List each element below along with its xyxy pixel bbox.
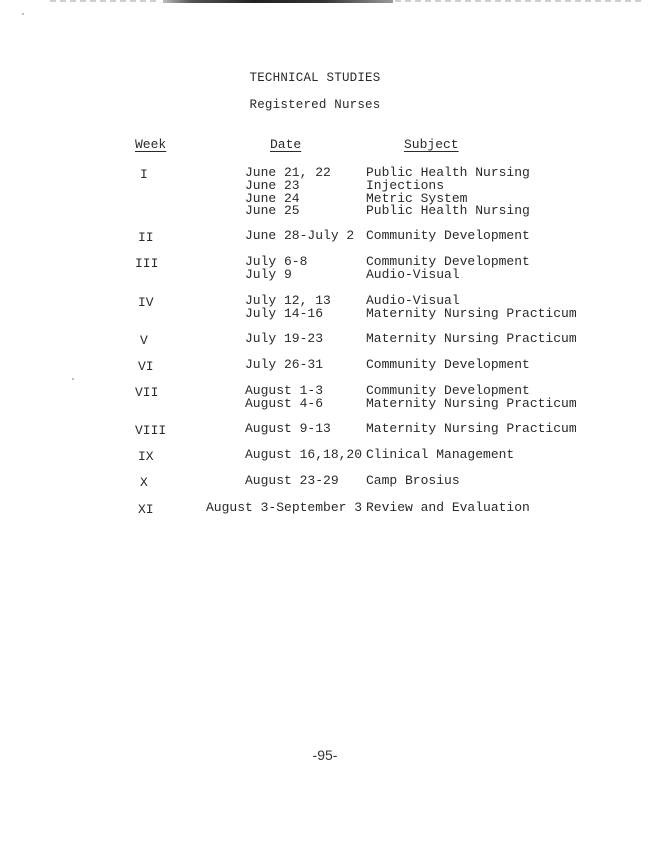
subject-cell: [366, 502, 530, 515]
subject-cell: [366, 295, 577, 321]
date-entry: June 25: [245, 203, 300, 219]
date-entry: June 28-July 2: [245, 228, 355, 243]
date-cell: [245, 475, 339, 488]
week-number: VII: [135, 385, 159, 400]
document-subtitle: Registered Nurses: [249, 98, 381, 112]
date-entry: July 6-8: [245, 254, 308, 269]
subject-entry: Metric System: [366, 190, 468, 206]
subject-cell: [366, 385, 577, 411]
scan-speck: [72, 378, 74, 380]
date-cell: [245, 385, 323, 411]
subject-entry: Community Development: [366, 254, 530, 269]
date-cell: [245, 256, 307, 282]
subject-entry: Review and Evaluation: [366, 500, 530, 515]
subject-entry: Community Development: [366, 228, 530, 243]
subject-cell: [366, 449, 514, 462]
subject-cell: [366, 359, 530, 372]
date-cell: [245, 423, 331, 436]
date-cell: [245, 167, 331, 218]
date-entry: August 1-3: [245, 383, 324, 398]
subject-entry: Maternity Nursing Practicum: [366, 331, 577, 346]
date-cell: [245, 295, 331, 321]
subject-entry: Maternity Nursing Practicum: [366, 395, 577, 411]
date-cell: [206, 502, 362, 515]
subject-entry: Community Development: [366, 357, 530, 372]
scan-edge-artifact: [0, 0, 650, 4]
column-header-week: Week: [135, 137, 167, 152]
week-number: I: [140, 167, 148, 182]
date-entry: July 26-31: [245, 357, 324, 372]
week-number: VIII: [135, 423, 167, 438]
date-entry: July 19-23: [245, 331, 324, 346]
week-number: XI: [138, 502, 154, 517]
week-number: II: [138, 230, 154, 245]
column-header-date: Date: [270, 137, 302, 152]
subject-entry: Audio-Visual: [366, 266, 460, 282]
date-entry: August 4-6: [245, 395, 324, 411]
date-entry: July 14-16: [245, 305, 324, 321]
week-number: IV: [138, 295, 154, 310]
date-entry: June 24: [245, 190, 300, 206]
column-header-subject: Subject: [404, 137, 459, 152]
date-entry: July 12, 13: [245, 293, 331, 308]
subject-entry: Maternity Nursing Practicum: [366, 305, 577, 321]
date-entry: August 16,18,20: [245, 447, 363, 462]
subject-cell: [366, 167, 530, 218]
date-cell: [245, 359, 323, 372]
date-entry: August 23-29: [245, 473, 339, 488]
date-cell: [245, 333, 323, 346]
subject-entry: Audio-Visual: [366, 293, 460, 308]
subject-cell: [366, 423, 577, 436]
week-number: V: [140, 333, 148, 348]
subject-cell: [366, 333, 577, 346]
scan-mark: [163, 0, 393, 3]
date-entry: June 23: [245, 177, 300, 193]
date-entry: August 3-September 3: [206, 500, 363, 515]
date-entry: July 9: [245, 266, 292, 282]
scan-speck: [22, 13, 24, 15]
date-entry: August 9-13: [245, 421, 331, 436]
subject-cell: [366, 475, 460, 488]
document-title: TECHNICAL STUDIES: [249, 71, 381, 85]
subject-entry: Public Health Nursing: [366, 203, 530, 219]
date-cell: [245, 230, 354, 243]
scan-mark: [395, 0, 645, 2]
week-number: VI: [138, 359, 154, 374]
subject-entry: Clinical Management: [366, 447, 515, 462]
subject-entry: Maternity Nursing Practicum: [366, 421, 577, 436]
subject-entry: Camp Brosius: [366, 473, 460, 488]
week-number: III: [135, 256, 159, 271]
subject-entry: Injections: [366, 177, 445, 193]
scan-mark: [50, 0, 160, 2]
week-number: IX: [138, 449, 154, 464]
subject-cell: [366, 256, 530, 282]
week-number: X: [140, 475, 148, 490]
page-number: -95-: [312, 747, 338, 763]
date-cell: [245, 449, 362, 462]
subject-entry: Public Health Nursing: [366, 165, 530, 180]
subject-cell: [366, 230, 530, 243]
date-entry: June 21, 22: [245, 165, 331, 180]
subject-entry: Community Development: [366, 383, 530, 398]
